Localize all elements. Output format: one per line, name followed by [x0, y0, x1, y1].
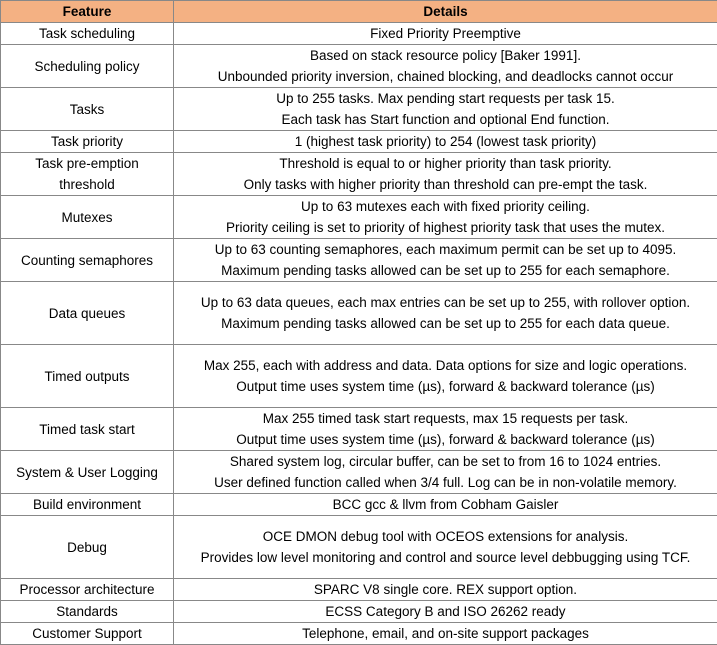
details-cell [174, 601, 717, 623]
table-row [1, 282, 717, 345]
details-cell [174, 131, 717, 153]
feature-cell [1, 623, 174, 645]
feature-cell [1, 88, 174, 131]
details-text: Priority ceiling is set to priority of highest priority task that uses the mutex. [176, 217, 715, 238]
table-row [1, 153, 717, 196]
feature-text: Timed task start [3, 419, 171, 440]
details-column-header: Details [174, 1, 717, 23]
feature-cell [1, 516, 174, 579]
details-text: OCE DMON debug tool with OCEOS extensions for analysis. [176, 526, 715, 547]
feature-text: Scheduling policy [3, 56, 171, 77]
table-row [1, 579, 717, 601]
details-cell [174, 345, 717, 408]
feature-text: Debug [3, 537, 171, 558]
feature-text: Processor architecture [3, 579, 171, 600]
feature-cell [1, 408, 174, 451]
table-row [1, 601, 717, 623]
table-row [1, 23, 717, 45]
feature-column-header: Feature [1, 1, 174, 23]
details-cell [174, 282, 717, 345]
details-cell [174, 579, 717, 601]
table-row [1, 494, 717, 516]
details-text: Output time uses system time (µs), forward & backward tolerance (µs) [176, 376, 715, 397]
table-row [1, 196, 717, 239]
table-row [1, 88, 717, 131]
feature-text: Tasks [3, 99, 171, 120]
details-text: BCC gcc & llvm from Cobham Gaisler [176, 494, 715, 515]
table-row [1, 408, 717, 451]
details-text: Up to 63 mutexes each with fixed priority ceiling. [176, 196, 715, 217]
feature-text: Task scheduling [3, 23, 171, 44]
feature-text: System & User Logging [3, 462, 171, 483]
table-row [1, 623, 717, 645]
feature-cell [1, 579, 174, 601]
details-text: Max 255, each with address and data. Data options for size and logic operations. [176, 355, 715, 376]
details-cell [174, 494, 717, 516]
table-row [1, 345, 717, 408]
table-row [1, 451, 717, 494]
details-cell [174, 23, 717, 45]
feature-cell [1, 23, 174, 45]
feature-cell [1, 239, 174, 282]
details-text: Max 255 timed task start requests, max 15 requests per task. [176, 408, 715, 429]
feature-cell [1, 196, 174, 239]
details-cell [174, 623, 717, 645]
details-text: Maximum pending tasks allowed can be set up to 255 for each data queue. [176, 313, 715, 334]
details-cell [174, 196, 717, 239]
table-row [1, 516, 717, 579]
feature-text: Task pre-emption [3, 153, 171, 174]
table-row [1, 239, 717, 282]
feature-text: Data queues [3, 303, 171, 324]
details-text: ECSS Category B and ISO 26262 ready [176, 601, 715, 622]
feature-text: Timed outputs [3, 366, 171, 387]
feature-cell [1, 451, 174, 494]
details-text: 1 (highest task priority) to 254 (lowest task priority) [176, 131, 715, 152]
feature-text: Build environment [3, 494, 171, 515]
feature-text: Standards [3, 601, 171, 622]
details-text: Each task has Start function and optional End function. [176, 109, 715, 130]
details-text: Only tasks with higher priority than threshold can pre-empt the task. [176, 174, 715, 195]
details-text: Unbounded priority inversion, chained blocking, and deadlocks cannot occur [176, 66, 715, 87]
details-text: Threshold is equal to or higher priority than task priority. [176, 153, 715, 174]
feature-cell [1, 153, 174, 196]
details-cell [174, 153, 717, 196]
feature-cell [1, 601, 174, 623]
details-text: Maximum pending tasks allowed can be set up to 255 for each semaphore. [176, 260, 715, 281]
details-text: User defined function called when 3/4 full. Log can be in non-volatile memory. [176, 472, 715, 493]
details-text: Based on stack resource policy [Baker 1991]. [176, 45, 715, 66]
feature-text: Mutexes [3, 207, 171, 228]
feature-text: threshold [3, 174, 171, 195]
details-text: SPARC V8 single core. REX support option. [176, 579, 715, 600]
feature-cell [1, 45, 174, 88]
details-text: Shared system log, circular buffer, can be set to from 16 to 1024 entries. [176, 451, 715, 472]
feature-text: Task priority [3, 131, 171, 152]
feature-cell [1, 131, 174, 153]
details-cell [174, 88, 717, 131]
details-cell [174, 239, 717, 282]
feature-text: Counting semaphores [3, 250, 171, 271]
details-text: Telephone, email, and on-site support packages [176, 623, 715, 644]
table-row [1, 131, 717, 153]
feature-text: Customer Support [3, 623, 171, 644]
details-cell [174, 45, 717, 88]
feature-cell [1, 345, 174, 408]
feature-cell [1, 494, 174, 516]
header-row [1, 1, 717, 23]
details-text: Provides low level monitoring and control and source level debbugging using TCF. [176, 547, 715, 568]
details-cell [174, 451, 717, 494]
details-text: Up to 63 counting semaphores, each maximum permit can be set up to 4095. [176, 239, 715, 260]
details-text: Fixed Priority Preemptive [176, 23, 715, 44]
feature-cell [1, 282, 174, 345]
table-row [1, 45, 717, 88]
details-text: Up to 255 tasks. Max pending start requests per task 15. [176, 88, 715, 109]
details-text: Output time uses system time (µs), forward & backward tolerance (µs) [176, 429, 715, 450]
details-cell [174, 516, 717, 579]
details-cell [174, 408, 717, 451]
details-text: Up to 63 data queues, each max entries can be set up to 255, with rollover option. [176, 292, 715, 313]
